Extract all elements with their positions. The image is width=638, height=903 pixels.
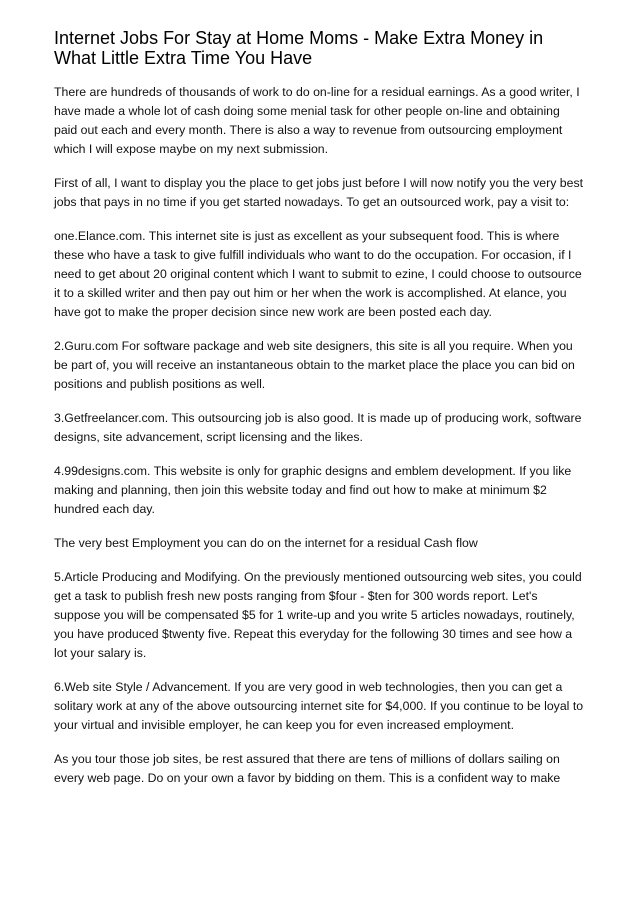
paragraph-best-employment-heading: The very best Employment you can do on the internet for a residual Cash flow (54, 536, 478, 550)
paragraph-web-design: 6.Web site Style / Advancement. If you are very good in web technologies, then you can get a solitary work at any of the above outsourcing internet site for $4,000. If you continue to be loyal to your virtual and invisible employer, he can keep you for even increased employment. (54, 680, 584, 732)
paragraph-guru: 2.Guru.com For software package and web site designers, this site is all you require. When you be part of, you will receive an instantaneous obtain to the market place the place you can bid on positions and publish positions as well. (54, 339, 575, 391)
paragraph-99designs: 4.99designs.com. This website is only for graphic designs and emblem development. If you like making and planning, then join this website today and find out how to make at minimum $2 hundred each day. (54, 464, 572, 516)
paragraph-article-writing: 5.Article Producing and Modifying. On the previously mentioned outsourcing web sites, you could get a task to publish fresh new posts ranging from $four - $ten for 300 words report. Let's suppose you will be compensated $5 for 1 write-up and you write 5 articles nowadays, routinely, you have produced $twenty five. Repeat this everyday for the following 30 times and see how a lot your salary is. (54, 570, 582, 660)
document-title: Internet Jobs For Stay at Home Moms - Make Extra Money in What Little Extra Time You Have (54, 28, 544, 68)
paragraph-job-sites-tour: As you tour those job sites, be rest assured that there are tens of millions of dollars sailing on every web page. Do on your own a favor by bidding on them. This is a confident way to make (54, 752, 561, 785)
paragraph-where-to-find-jobs: First of all, I want to display you the place to get jobs just before I will now notify you the very best jobs that pays in no time if you get started nowadays. To get an outsourced work, pay a visit to: (54, 176, 584, 209)
paragraph-getfreelancer: 3.Getfreelancer.com. This outsourcing job is also good. It is made up of producing work, software designs, site advancement, script licensing and the likes. (54, 411, 582, 444)
paragraph-intro: There are hundreds of thousands of work to do on-line for a residual earnings. As a good writer, I have made a whole lot of cash doing some menial task for other people on-line and obtaining paid out each and every month. There is also a way to revenue from outsourcing employment which I will expose maybe on my next submission. (54, 85, 580, 156)
paragraph-elance: one.Elance.com. This internet site is just as excellent as your subsequent food. This is where these who have a task to give fulfill individuals who want to do the occupation. For occasion, if I need to get about 20 original content which I want to submit to ezine, I could choose to outsource it to a skilled writer and then pay out him or her when the work is accomplished. At elance, you have got to make the proper decision since new work are been posted each day. (54, 229, 582, 319)
